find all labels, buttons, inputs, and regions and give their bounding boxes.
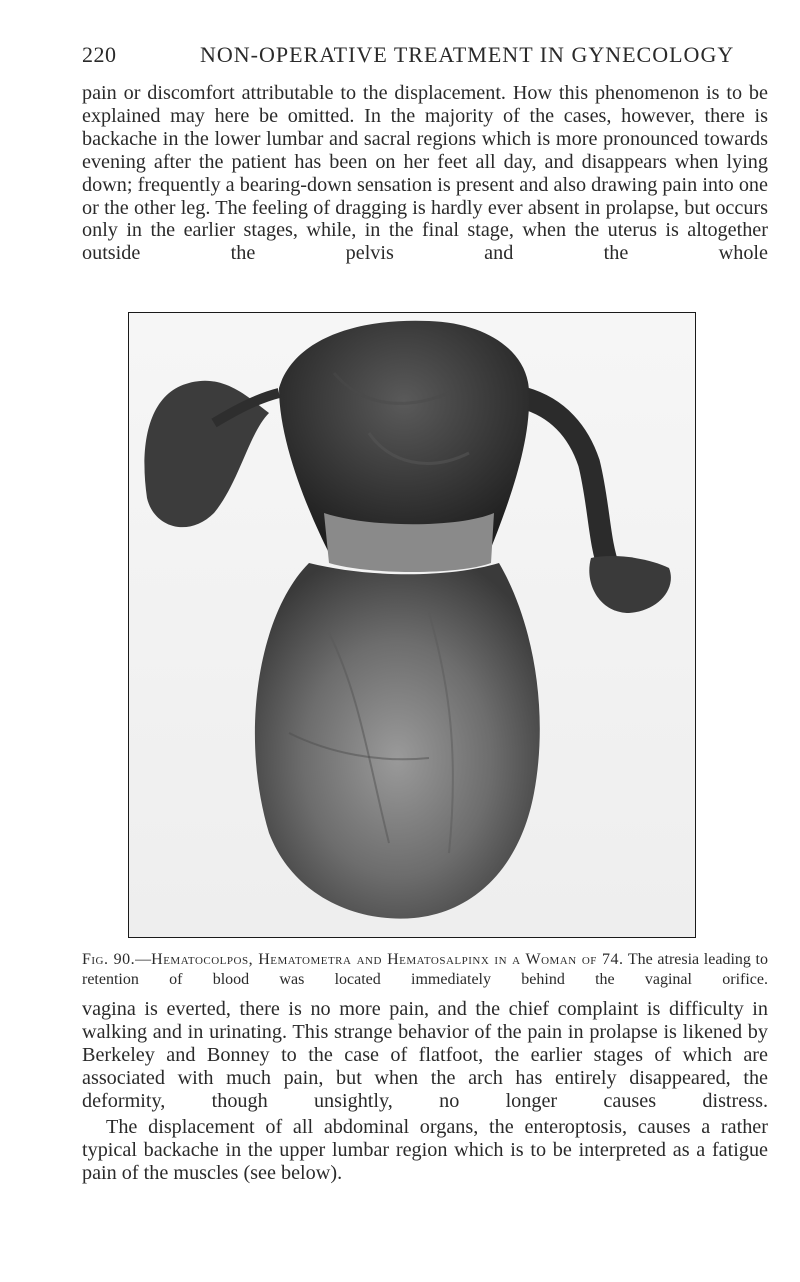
paragraph-1: pain or discomfort attributable to the displacement. How this phenomenon is to be explained may here be omitted. In the majority of the cases, however, there is backache in the lower lumbar and sacral regions which is more pronounced towards evening after the patient has been on her feet all day, and disappears when lying down; frequently a bearing-down sensation is present and also drawing pain into one or the other leg. The feeling of dragging is hardly ever absent in prolapse, but occurs only in the earlier stages, while, in the final stage, when the uterus is altogether outside the pelvis and the whole xyxy=(82,82,768,265)
figure-photograph xyxy=(128,312,696,938)
figure-description: The atresia leading to retention of blood was located immediately behind the vaginal orifice. xyxy=(82,951,768,988)
running-head: NON-OPERATIVE TREATMENT IN GYNECOLOGY xyxy=(200,42,735,67)
figure-title: Hematocolpos, Hematometra and Hematosalpinx in a Woman of 74. xyxy=(151,951,624,968)
paragraph-3: The displacement of all abdominal organs, the enteroptosis, causes a rather typical backache in the upper lumbar region which is to be interpreted as a fatigue pain of the muscles (see below). xyxy=(82,1116,768,1184)
specimen-illustration xyxy=(129,313,695,937)
paragraph-2: vagina is everted, there is no more pain, and the chief complaint is difficulty in walking and in urinating. This strange behavior of the pain in prolapse is likened by Berkeley and Bonney to the case of flatfoot, the earlier stages of which are associated with much pain, but when the arch has entirely disappeared, the deformity, though unsightly, no longer causes distress. xyxy=(82,998,768,1112)
page-header xyxy=(82,42,772,82)
figure-caption: Fig. 90.—Hematocolpos, Hematometra and Hematosalpinx in a Woman of 74. The atresia leading to retention of blood was located immediately behind the vaginal orifice. xyxy=(82,951,768,988)
page-number: 220 xyxy=(82,42,117,67)
figure-label: Fig. 90. xyxy=(82,951,136,968)
